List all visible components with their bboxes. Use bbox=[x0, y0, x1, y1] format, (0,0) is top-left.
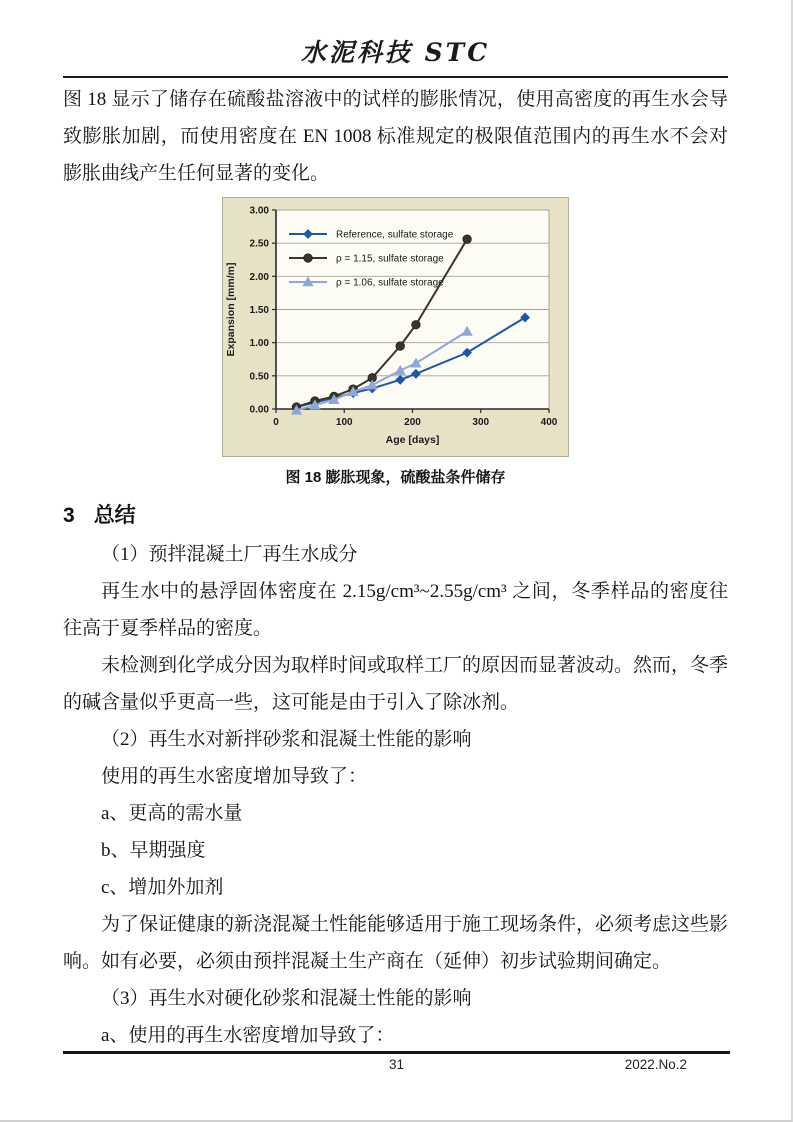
footer-rule bbox=[63, 1051, 730, 1054]
svg-text:100: 100 bbox=[335, 417, 353, 428]
svg-text:2.50: 2.50 bbox=[249, 238, 269, 250]
figure-caption: 图 18 膨胀现象，硫酸盐条件储存 bbox=[285, 469, 506, 486]
body-paragraph: （2）再生水对新拌砂浆和混凝土性能的影响 bbox=[101, 729, 472, 750]
svg-text:400: 400 bbox=[540, 417, 558, 428]
body-paragraph: 为了保证健康的新浇混凝土性能能够适用于施工现场条件，必须考虑这些影响。如有必要，必须由预拌混凝土生产商在（延伸）初步试验期间确定。 bbox=[63, 914, 729, 972]
svg-text:1.50: 1.50 bbox=[249, 305, 269, 316]
section-heading bbox=[63, 503, 728, 529]
svg-text:300: 300 bbox=[472, 417, 490, 428]
svg-text:0: 0 bbox=[273, 417, 279, 428]
svg-text:2.00: 2.00 bbox=[249, 271, 269, 283]
journal-title: 水泥科技 STC bbox=[300, 38, 491, 67]
section-title: 总结 bbox=[93, 504, 136, 527]
header-rule bbox=[63, 76, 728, 78]
svg-text:0.50: 0.50 bbox=[249, 371, 269, 383]
body-paragraph: a、使用的再生水密度增加导致了： bbox=[101, 1025, 395, 1046]
svg-text:3.00: 3.00 bbox=[249, 205, 269, 217]
svg-text:ρ = 1.15, sulfate storage: ρ = 1.15, sulfate storage bbox=[336, 253, 444, 265]
body-paragraph: 未检测到化学成分因为取样时间或取样工厂的原因而显著波动。然而，冬季的碱含量似乎更高一些，这可能是由于引入了除冰剂。 bbox=[63, 655, 729, 713]
svg-text:Age [days]: Age [days] bbox=[385, 434, 440, 446]
chart-background bbox=[222, 197, 569, 457]
page-footer bbox=[63, 1051, 730, 1077]
body-paragraphs bbox=[63, 536, 728, 1054]
body-paragraph: a、更高的需水量 bbox=[101, 803, 243, 824]
body-paragraph: 再生水中的悬浮固体密度在 2.15g/cm³~2.55g/cm³ 之间，冬季样品的密度往往高于夏季样品的密度。 bbox=[63, 581, 728, 639]
body-paragraph: 使用的再生水密度增加导致了： bbox=[101, 766, 368, 787]
footer-row bbox=[63, 1057, 730, 1077]
body-paragraph: （1）预拌混凝土厂再生水成分 bbox=[101, 544, 358, 565]
svg-text:1.00: 1.00 bbox=[249, 338, 269, 350]
svg-text:ρ = 1.06, sulfate storage: ρ = 1.06, sulfate storage bbox=[336, 277, 444, 289]
body-paragraph: （3）再生水对硬化砂浆和混凝土性能的影响 bbox=[101, 988, 472, 1009]
svg-text:Reference, sulfate storage: Reference, sulfate storage bbox=[336, 229, 454, 241]
intro-paragraph: 图 18 显示了储存在硫酸盐溶液中的试样的膨胀情况，使用高密度的再生水会导致膨胀加剧，而使用密度在 EN 1008 标准规定的极限值范围内的再生水不会对膨胀曲线产生任何显著的变化。 bbox=[63, 89, 728, 184]
body-paragraph: c、增加外加剂 bbox=[101, 877, 224, 898]
svg-text:200: 200 bbox=[404, 417, 421, 428]
svg-text:Expansion [mm/m]: Expansion [mm/m] bbox=[225, 262, 237, 357]
section-number: 3 bbox=[63, 504, 75, 527]
page-number: 31 bbox=[388, 1057, 405, 1072]
expansion-chart bbox=[223, 198, 568, 456]
svg-text:0.00: 0.00 bbox=[249, 404, 269, 416]
body-paragraph: b、早期强度 bbox=[101, 840, 206, 861]
expansion-figure bbox=[222, 197, 569, 487]
issue-label: 2022.No.2 bbox=[624, 1057, 687, 1072]
